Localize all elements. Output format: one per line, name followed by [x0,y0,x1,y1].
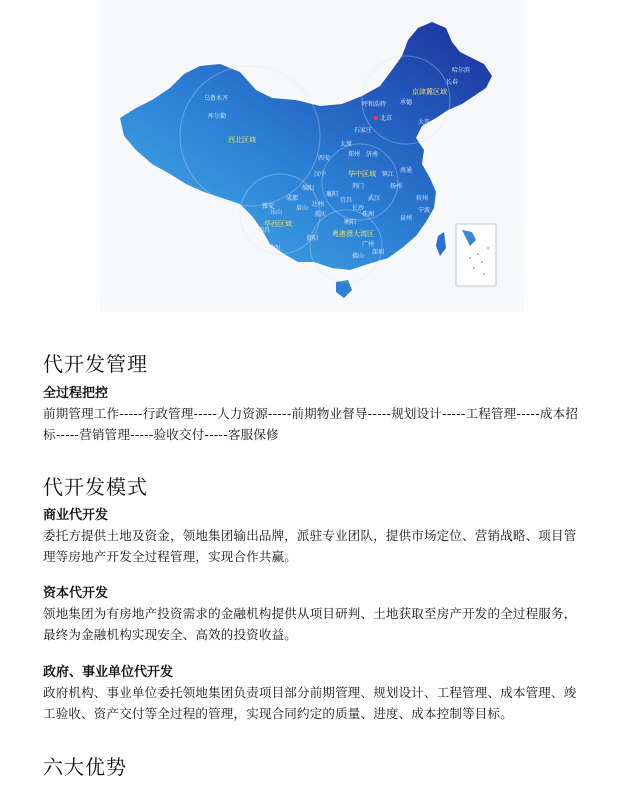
subtitle-government: 政府、事业单位代开发 [43,665,174,680]
city-label: 哈尔滨 [452,67,471,74]
city-label: 衡阳 [344,219,357,226]
city-label: 宁波 [418,207,431,214]
city-label: 汉中 [314,171,327,178]
city-label: 南通 [400,167,413,174]
taiwan-island [436,232,446,256]
city-label: 襄阳 [326,191,339,198]
paragraph-commercial: 委托方提供土地及资金，领地集团输出品牌，派驻专业团队，提供市场定位、营销战略、项目管理等房地产开发全过程管理，实现合作共赢。 [43,528,577,564]
city-label: 达州 [312,201,325,208]
city-label: 杭州 [416,195,429,202]
city-label: 济南 [366,151,379,158]
section-title-advantages: 六大优势 [43,755,127,779]
paragraph-process-steps: 前期管理工作-----行政管理-----人力资源-----前期物业督导-----规划设计-----工程管理-----成本招标-----营销管理-----验收交付-----客服保修 [43,406,579,442]
region-label-jingjinji: 京津冀区域 [412,88,447,96]
city-label: 重庆 [314,211,327,218]
city-label: 石家庄 [354,127,373,134]
china-map [100,0,524,312]
city-label: 太原 [340,141,353,148]
city-label: 泉州 [400,215,413,222]
city-label: 西安 [318,155,331,162]
city-label: 长沙 [352,205,365,212]
section-title-modes: 代开发模式 [43,475,148,499]
paragraph-government: 政府机构、事业单位委托领地集团负责项目部分前期管理、规划设计、工程管理、成本管理、竣工验收、资产交付等全过程的管理，实现合同约定的质量、进度、成本控制等目标。 [43,685,577,721]
china-landmass [120,22,492,270]
city-label: 库尔勒 [208,113,227,120]
city-label: 武汉 [368,195,381,202]
city-label: 镇江 [382,171,395,178]
china-map-graphic [100,0,524,312]
city-label: 佛山 [352,253,365,260]
region-label-gba: 粤港澳大湾区 [332,230,374,238]
city-label: 广州 [362,241,375,248]
city-label: 大连 [418,119,431,126]
city-label: 贵阳 [306,235,319,242]
city-label: 乐山 [270,209,283,216]
city-label: 昆明 [268,245,281,252]
city-label: 郑州 [348,151,361,158]
city-label: 绵阳 [302,185,315,192]
city-label: 眉山 [296,205,309,212]
city-label: 雅安 [262,203,275,210]
city-label: 呼和浩特 [362,101,387,108]
city-label: 西昌 [258,227,271,234]
region-label-northwest: 西北区域 [228,136,256,144]
city-label: 承德 [400,99,413,106]
region-label-central: 华中区域 [348,170,376,178]
city-label: 深圳 [372,249,385,256]
city-label: 株洲 [362,211,375,218]
subtitle-commercial: 商业代开发 [43,508,109,523]
city-label: 扬州 [390,183,403,190]
region-label-west: 华西区域 [264,220,292,228]
subtitle-full-process: 全过程把控 [43,386,109,401]
city-label: 荆门 [352,183,365,190]
city-label: 长春 [446,79,459,86]
paragraph-capital: 领地集团为有房地产投资需求的金融机构提供从项目研判、土地获取至房产开发的全过程服务，最终为金融机构实现安全、高效的投资收益。 [43,606,577,642]
city-label: 乌鲁木齐 [204,95,229,102]
hainan-island [336,280,352,298]
city-label: 成都 [286,195,299,202]
beijing-marker [374,116,378,120]
section-title-management: 代开发管理 [43,352,148,376]
south-china-sea-inset [456,224,496,286]
subtitle-capital: 资本代开发 [43,586,109,601]
city-label: 宜昌 [340,197,353,204]
city-label: 北京 [380,115,393,122]
